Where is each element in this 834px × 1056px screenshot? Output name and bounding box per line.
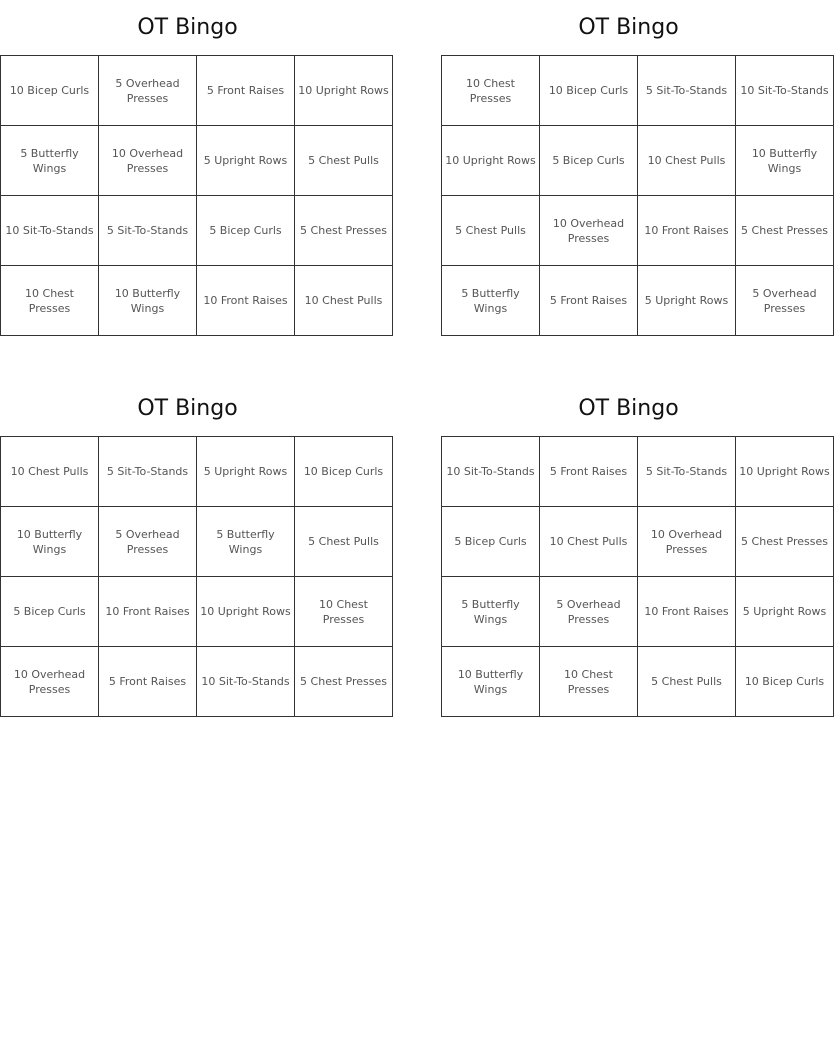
bingo-cell: 5 Sit-To-Stands bbox=[99, 437, 197, 507]
bingo-cell: 10 Upright Rows bbox=[295, 56, 393, 126]
bingo-cell: 5 Overhead Presses bbox=[99, 507, 197, 577]
bingo-cell: 10 Sit-To-Stands bbox=[442, 437, 540, 507]
card-title: OT Bingo bbox=[578, 396, 679, 421]
bingo-cell: 10 Overhead Presses bbox=[638, 507, 736, 577]
bingo-cell: 5 Overhead Presses bbox=[540, 577, 638, 647]
bingo-cell: 5 Bicep Curls bbox=[197, 196, 295, 266]
grid-row bbox=[442, 126, 834, 196]
bingo-cell: 5 Chest Presses bbox=[736, 196, 834, 266]
grid-row bbox=[1, 507, 393, 577]
bingo-cell: 5 Butterfly Wings bbox=[197, 507, 295, 577]
bingo-cell: 5 Bicep Curls bbox=[540, 126, 638, 196]
bingo-cell: 5 Sit-To-Stands bbox=[99, 196, 197, 266]
bingo-cell: 5 Butterfly Wings bbox=[442, 266, 540, 336]
grid-row bbox=[1, 126, 393, 196]
bingo-cell: 5 Overhead Presses bbox=[736, 266, 834, 336]
bingo-cell: 10 Butterfly Wings bbox=[1, 507, 99, 577]
grid-row bbox=[442, 577, 834, 647]
bingo-cell: 10 Butterfly Wings bbox=[99, 266, 197, 336]
bingo-cell: 5 Upright Rows bbox=[736, 577, 834, 647]
bingo-cell: 10 Chest Pulls bbox=[1, 437, 99, 507]
bingo-cell: 10 Sit-To-Stands bbox=[736, 56, 834, 126]
bingo-cell: 5 Chest Pulls bbox=[295, 126, 393, 196]
bingo-cell: 10 Upright Rows bbox=[197, 577, 295, 647]
bingo-cell: 10 Chest Presses bbox=[295, 577, 393, 647]
bingo-cell: 5 Chest Presses bbox=[295, 196, 393, 266]
bingo-cell: 5 Bicep Curls bbox=[1, 577, 99, 647]
bingo-cell: 10 Chest Pulls bbox=[295, 266, 393, 336]
bingo-cell: 10 Overhead Presses bbox=[99, 126, 197, 196]
bingo-cell: 5 Chest Pulls bbox=[442, 196, 540, 266]
grid-row bbox=[442, 437, 834, 507]
bingo-cell: 10 Chest Pulls bbox=[540, 507, 638, 577]
bingo-grid bbox=[441, 55, 834, 336]
card-title: OT Bingo bbox=[137, 15, 238, 40]
bingo-cell: 5 Chest Presses bbox=[736, 507, 834, 577]
bingo-cell: 10 Upright Rows bbox=[736, 437, 834, 507]
bingo-cell: 5 Chest Pulls bbox=[638, 647, 736, 717]
bingo-grid bbox=[0, 55, 393, 336]
bingo-grid bbox=[0, 436, 393, 717]
bingo-cell: 5 Sit-To-Stands bbox=[638, 56, 736, 126]
bingo-cell: 10 Chest Presses bbox=[1, 266, 99, 336]
bingo-cell: 10 Upright Rows bbox=[442, 126, 540, 196]
grid-row bbox=[1, 647, 393, 717]
bingo-cell: 5 Butterfly Wings bbox=[442, 577, 540, 647]
grid-row bbox=[442, 647, 834, 717]
grid-row bbox=[1, 577, 393, 647]
grid-row bbox=[442, 196, 834, 266]
bingo-cell: 10 Chest Pulls bbox=[638, 126, 736, 196]
bingo-cell: 10 Chest Presses bbox=[540, 647, 638, 717]
grid-row bbox=[442, 266, 834, 336]
bingo-cell: 10 Chest Presses bbox=[442, 56, 540, 126]
bingo-cell: 10 Sit-To-Stands bbox=[1, 196, 99, 266]
bingo-cell: 5 Sit-To-Stands bbox=[638, 437, 736, 507]
card-title: OT Bingo bbox=[137, 396, 238, 421]
card-title: OT Bingo bbox=[578, 15, 679, 40]
bingo-cell: 5 Chest Presses bbox=[295, 647, 393, 717]
bingo-cell: 10 Overhead Presses bbox=[540, 196, 638, 266]
grid-row bbox=[1, 437, 393, 507]
bingo-cell: 10 Front Raises bbox=[99, 577, 197, 647]
bingo-cell: 10 Bicep Curls bbox=[540, 56, 638, 126]
bingo-cell: 10 Bicep Curls bbox=[1, 56, 99, 126]
bingo-cell: 5 Front Raises bbox=[99, 647, 197, 717]
bingo-cell: 10 Front Raises bbox=[197, 266, 295, 336]
bingo-cell: 5 Bicep Curls bbox=[442, 507, 540, 577]
grid-row bbox=[442, 56, 834, 126]
grid-row bbox=[1, 56, 393, 126]
bingo-cell: 10 Overhead Presses bbox=[1, 647, 99, 717]
bingo-cell: 5 Upright Rows bbox=[638, 266, 736, 336]
bingo-cell: 5 Front Raises bbox=[197, 56, 295, 126]
bingo-cell: 5 Upright Rows bbox=[197, 437, 295, 507]
bingo-cell: 10 Bicep Curls bbox=[736, 647, 834, 717]
grid-row bbox=[1, 266, 393, 336]
grid-row bbox=[442, 507, 834, 577]
bingo-cell: 10 Front Raises bbox=[638, 577, 736, 647]
bingo-cell: 5 Front Raises bbox=[540, 266, 638, 336]
bingo-cell: 10 Bicep Curls bbox=[295, 437, 393, 507]
bingo-grid bbox=[441, 436, 834, 717]
bingo-cell: 5 Overhead Presses bbox=[99, 56, 197, 126]
bingo-cell: 10 Butterfly Wings bbox=[736, 126, 834, 196]
bingo-cell: 5 Chest Pulls bbox=[295, 507, 393, 577]
grid-row bbox=[1, 196, 393, 266]
bingo-cell: 10 Sit-To-Stands bbox=[197, 647, 295, 717]
bingo-cell: 5 Front Raises bbox=[540, 437, 638, 507]
bingo-cell: 5 Butterfly Wings bbox=[1, 126, 99, 196]
bingo-cell: 10 Front Raises bbox=[638, 196, 736, 266]
bingo-cell: 5 Upright Rows bbox=[197, 126, 295, 196]
bingo-cell: 10 Butterfly Wings bbox=[442, 647, 540, 717]
